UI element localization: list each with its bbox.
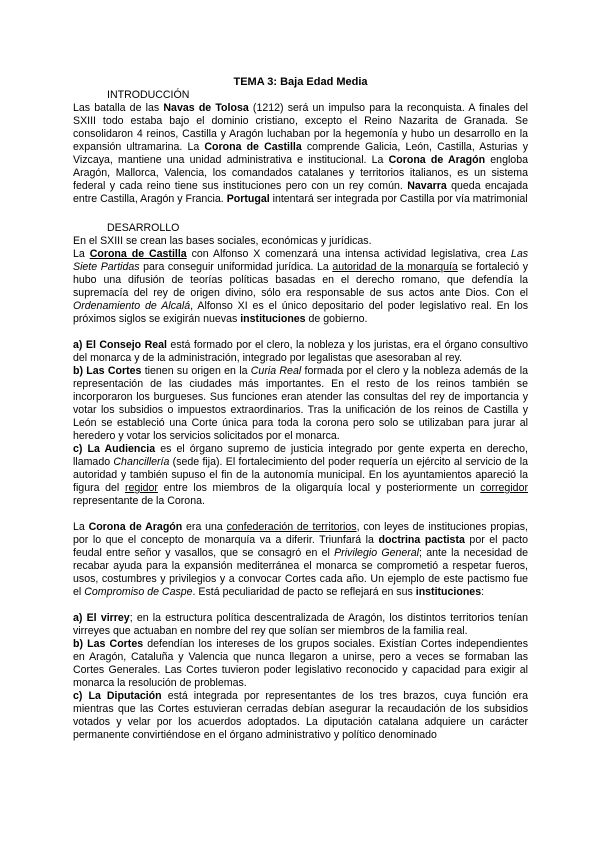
text-run: se fortaleció y hubo una difusión de teorías políticas basadas en el derecho romano, que defendía la supremacía del rey de origen divino, sólo era responsable de sus actos ante Dios. Con el [73,261,528,299]
text-run: está formado por el clero, la nobleza y los juristas, era el órgano consultivo del monarca y de la administración, integrado por legalistas que asesoraban al rey. [73,339,528,364]
text-run: (1212) será un impulso para la reconquista. A finales del SXIII todo estaba bajo el dominio cristiano, excepto el Reino Nazarita de Granada. Se consolidaron 4 reinos, Castilla y Aragón luchaban por la hegemonía y hubo un desarrollo en la expansión ultramarina. La [73,102,528,153]
term-corona-castilla: Corona de Castilla [204,141,302,153]
item-label: a) El virrey [73,612,130,624]
text-run: comprende Galicia, León, Castilla, Asturias y Vizcaya, mantiene una unidad administrativa e institucional. La [73,141,528,166]
desarrollo-paragraph [73,248,528,326]
text-run: La [73,248,90,260]
text-run: . Está peculiaridad de pacto se reflejará en sus [192,586,416,598]
text-run: es el órgano supremo de justicia integrado por gente experta en derecho, llamado [73,443,528,468]
castilla-consejo-real [73,339,528,365]
text-run: intentará ser integrada por Castilla por vía matrimonial [269,193,528,205]
text-run: (sede fija). El fortalecimiento del poder requería un ejército al servicio de la autoridad y también supuso el fin de la autonomía municipal. En los ayuntamientos apareció la figura del [73,456,528,494]
text-run: ; en la estructura política descentralizada de Aragón, los distintos territorios tenían virreyes que actuaban en nombre del rey que solían ser miembros de la familia real. [73,612,528,637]
term-corona-castilla: Corona de Castilla [89,248,187,260]
text-run: ; ante la necesidad de recabar ayuda para la expansión mediterránea el monarca se comprometió a respetar fueros, usos, costumbres y privilegios y a convocar Cortes cada año. Un ejemplo de este pactismo fue el [73,547,528,598]
text-run: está integrada por representantes de los tres brazos, cuya función era mientras que las Cortes estuvieran cerradas debían asegurar la recaudación de los subsidios votados y velar por los acuerdos adoptados. La diputación catalana adquiere un carácter permanente convirtiéndose en el órgano administrativo y político denominado [73,690,529,741]
text-run: por el pacto feudal entre señor y vasallos, que se consagró en el [73,534,528,559]
term-ordenamiento-alcala: Ordenamiento de Alcalá [73,300,191,312]
section-heading-introduccion: INTRODUCCIÓN [107,89,190,101]
text-run: Las batalla de las [73,102,164,114]
aragon-diputacion [73,690,528,742]
aragon-virrey [73,612,528,638]
term-confederacion: confederación de territorios [226,521,357,533]
item-label: b) Las Cortes [73,365,142,377]
page-title: TEMA 3: Baja Edad Media [233,76,368,88]
term-privilegio-general: Privilegio General [334,547,420,559]
castilla-audiencia [73,443,528,508]
text-run: representante de la Corona. [73,495,205,507]
term-corona-aragon: Corona de Aragón [388,154,486,166]
item-label: c) La Diputación [73,690,162,702]
text-run: engloba Aragón, Mallorca, Valencia, los comandados catalanes y territorios italianos, es un sistema federal y cada reino tiene sus instituciones pero con un rey común. [73,154,528,192]
text-run: era una [182,521,227,533]
text-run: , con leyes de instituciones propias, por lo que el concepto de monarquía va a diferir. Triunfará la [73,521,529,546]
term-compromiso-caspe: Compromiso de Caspe [84,586,193,598]
text-run: , Alfonso XI es el único depositario del poder legislativo real. En los próximos siglos se exigirán nuevas [73,300,529,325]
term-navas-de-tolosa: Navas de Tolosa [163,102,249,114]
castilla-cortes [73,365,528,443]
term-corregidor: corregidor [480,482,528,494]
aragon-paragraph [73,521,528,599]
text-run: queda encajada entre Castilla, Aragón y Francia. [73,180,528,205]
term-corona-aragon: Corona de Aragón [88,521,183,533]
text-run: tienen su origen en la [141,365,251,377]
term-navarra: Navarra [407,180,447,192]
intro-paragraph [73,102,528,206]
text-run: formada por el clero y la nobleza además de la representación de las ciudades más importantes. En el resto de los reinos también se incorporaron los burgueses. Sus funciones eran atender las consultas del rey de importancia y votar los subsidios o impuestos extraordinarios. Tras la unificación de los reinos de Castilla y León se estableció una Corte única para toda la corona pero solo se utilizaban para jurar al heredero y votar los servicios solicitados por el monarca. [73,365,528,442]
item-label: c) La Audiencia [73,443,156,455]
document-page [73,76,528,742]
text-run: La [73,521,89,533]
desarrollo-line: En el SXIII se crean las bases sociales, económicas y jurídicas. [73,235,372,247]
text-run: para conseguir uniformidad jurídica. La [139,261,333,273]
term-portugal: Portugal [226,193,270,205]
text-run: con Alfonso X comenzará una intensa actividad legislativa, crea [186,248,511,260]
item-label: b) Las Cortes [73,638,144,650]
term-doctrina-pactista: doctrina pactista [378,534,465,546]
term-autoridad-monarquia: autoridad de la monarquía [332,261,458,273]
term-chancilleria: Chancillería [113,456,170,468]
item-label: a) El Consejo Real [73,339,167,351]
term-instituciones: instituciones [240,313,306,325]
section-heading-desarrollo: DESARROLLO [107,222,180,234]
term-siete-partidas: Las Siete Partidas [73,248,529,273]
text-run: de gobierno. [305,313,368,325]
text-run: entre los miembros de la oligarquía local y posteriormente un [157,482,481,494]
term-curia-real: Curia Real [250,365,302,377]
term-instituciones: instituciones [415,586,482,598]
text-run: : [481,586,485,598]
aragon-cortes [73,638,528,690]
text-run: defendían los intereses de los grupos sociales. Existían Cortes independientes en Aragón, Cataluña y Valencia que nunca llegaron a unirse, pero a veces se formaban las Cortes Generales. Las Cortes tuvieron poder legislativo reconocido y capacidad para exigir al monarca la resolución de problemas. [73,638,528,689]
term-regidor: regidor [124,482,158,494]
